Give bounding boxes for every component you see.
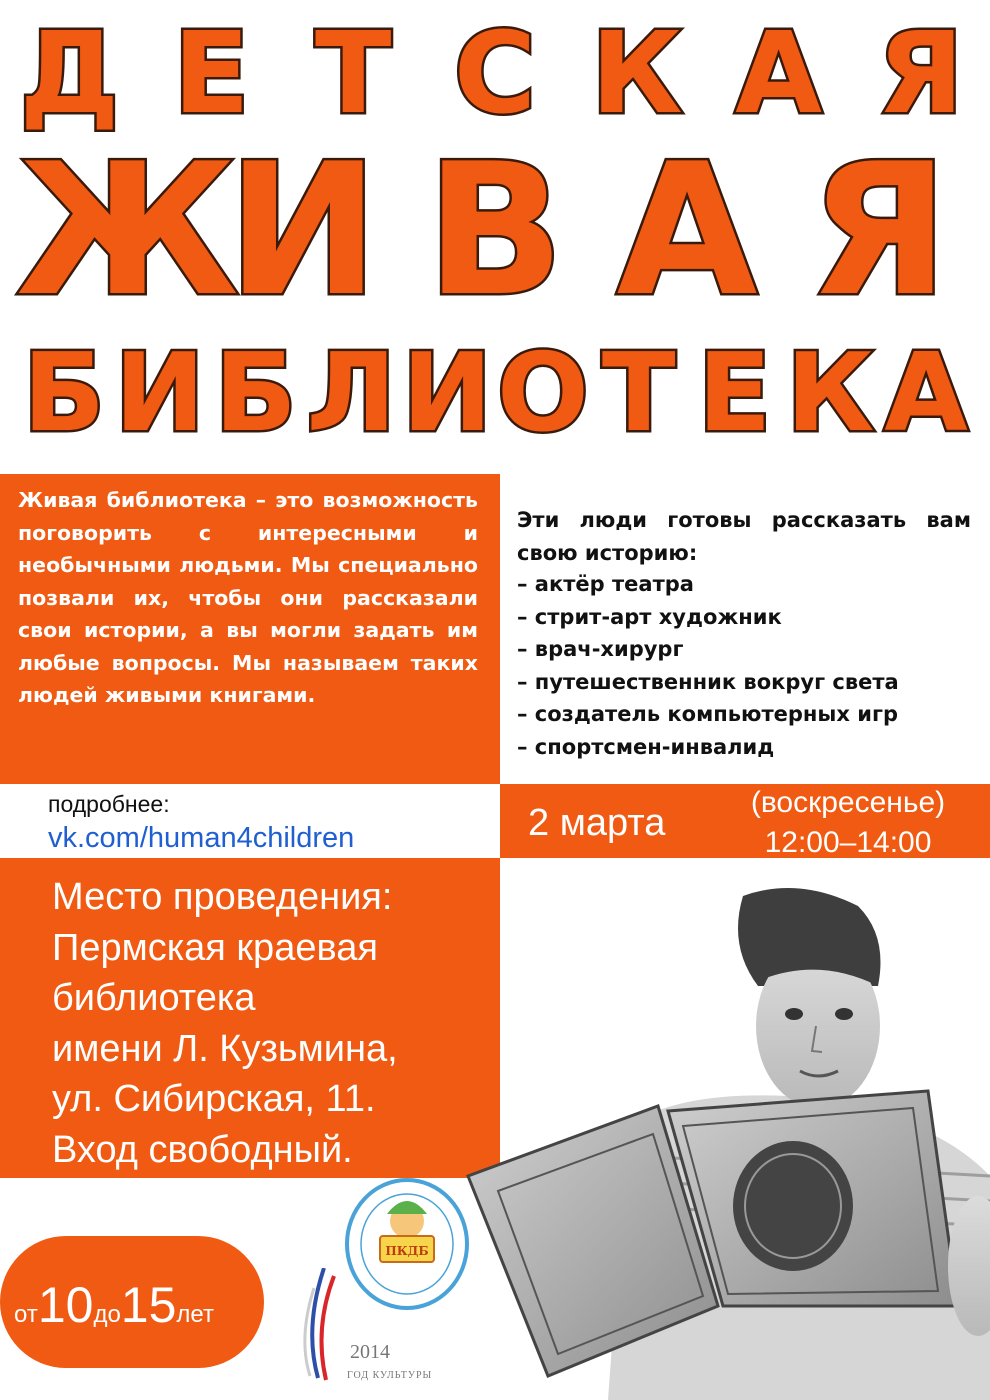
logo-label: ПКДБ [385, 1244, 429, 1258]
list-item: – спортсмен-инвалид [517, 734, 775, 759]
list-item: – стрит-арт художник [517, 604, 782, 629]
title-letter: Т [314, 9, 392, 139]
title-letter: С [453, 9, 537, 139]
list-item: – врач-хирург [517, 637, 684, 661]
title-letter: Б [214, 331, 297, 456]
culture-label: ГОД КУЛЬТУРЫ [347, 1370, 433, 1381]
age-to: 15 [120, 1277, 177, 1333]
age-from-word: от [14, 1301, 38, 1328]
list-item: – актёр театра [517, 572, 694, 596]
title-letter: Ж [16, 124, 239, 336]
title-line-2 [0, 124, 990, 336]
age-range [14, 1276, 264, 1334]
title-letter: Л [306, 331, 397, 456]
title-letter: В [425, 124, 565, 336]
title-letter: Д [19, 9, 120, 139]
title-letter: А [735, 9, 822, 139]
boy-reading-book-photo [458, 876, 990, 1400]
title-line-1 [0, 9, 990, 139]
age-from: 10 [37, 1277, 94, 1333]
about-text: Живая библиотека – это возможность поговорить с интересными и необычными людьми. Мы специально позвали их, чтобы они рассказали свои истории, а вы могли задать им любые вопросы. Мы называем таких людей живыми книгами. [18, 488, 478, 707]
title-line-3 [0, 331, 990, 456]
people-heading: Эти люди готовы рассказать вам свою историю: [517, 508, 971, 565]
title-letter: Я [877, 9, 964, 139]
title-letter: А [884, 331, 968, 456]
list-item: – создатель компьютерных игр [517, 702, 898, 726]
list-item: – путешественник вокруг света [517, 669, 899, 694]
title-letter: А [616, 124, 758, 336]
title-letter: К [786, 331, 875, 456]
title-letter: О [496, 331, 589, 456]
title-letter: Я [808, 124, 950, 336]
culture-year: 2014 [350, 1341, 390, 1363]
vk-link[interactable]: vk.com/human4children [48, 822, 355, 854]
age-to-word: до [93, 1301, 121, 1328]
event-time: 12:00–14:00 [764, 826, 932, 859]
title-letter: Б [22, 331, 106, 456]
event-date: 2 марта [528, 802, 666, 844]
title-letter: И [226, 124, 380, 336]
age-unit: лет [176, 1301, 214, 1328]
title-letter: К [591, 9, 683, 139]
more-info-label: подробнее: [48, 791, 170, 817]
venue-text: Место проведения: Пермская краевая библиотека имени Л. Кузьмина, ул. Сибирская, 11. Вход свободный. [52, 876, 398, 1171]
title-letter: И [401, 331, 493, 456]
title-letter: Т [601, 331, 676, 456]
people-list [517, 568, 899, 763]
title-letter: Е [697, 331, 772, 456]
title-letter: И [114, 331, 205, 456]
title-letter: Е [173, 9, 250, 139]
event-weekday: (воскресенье) [750, 786, 946, 819]
